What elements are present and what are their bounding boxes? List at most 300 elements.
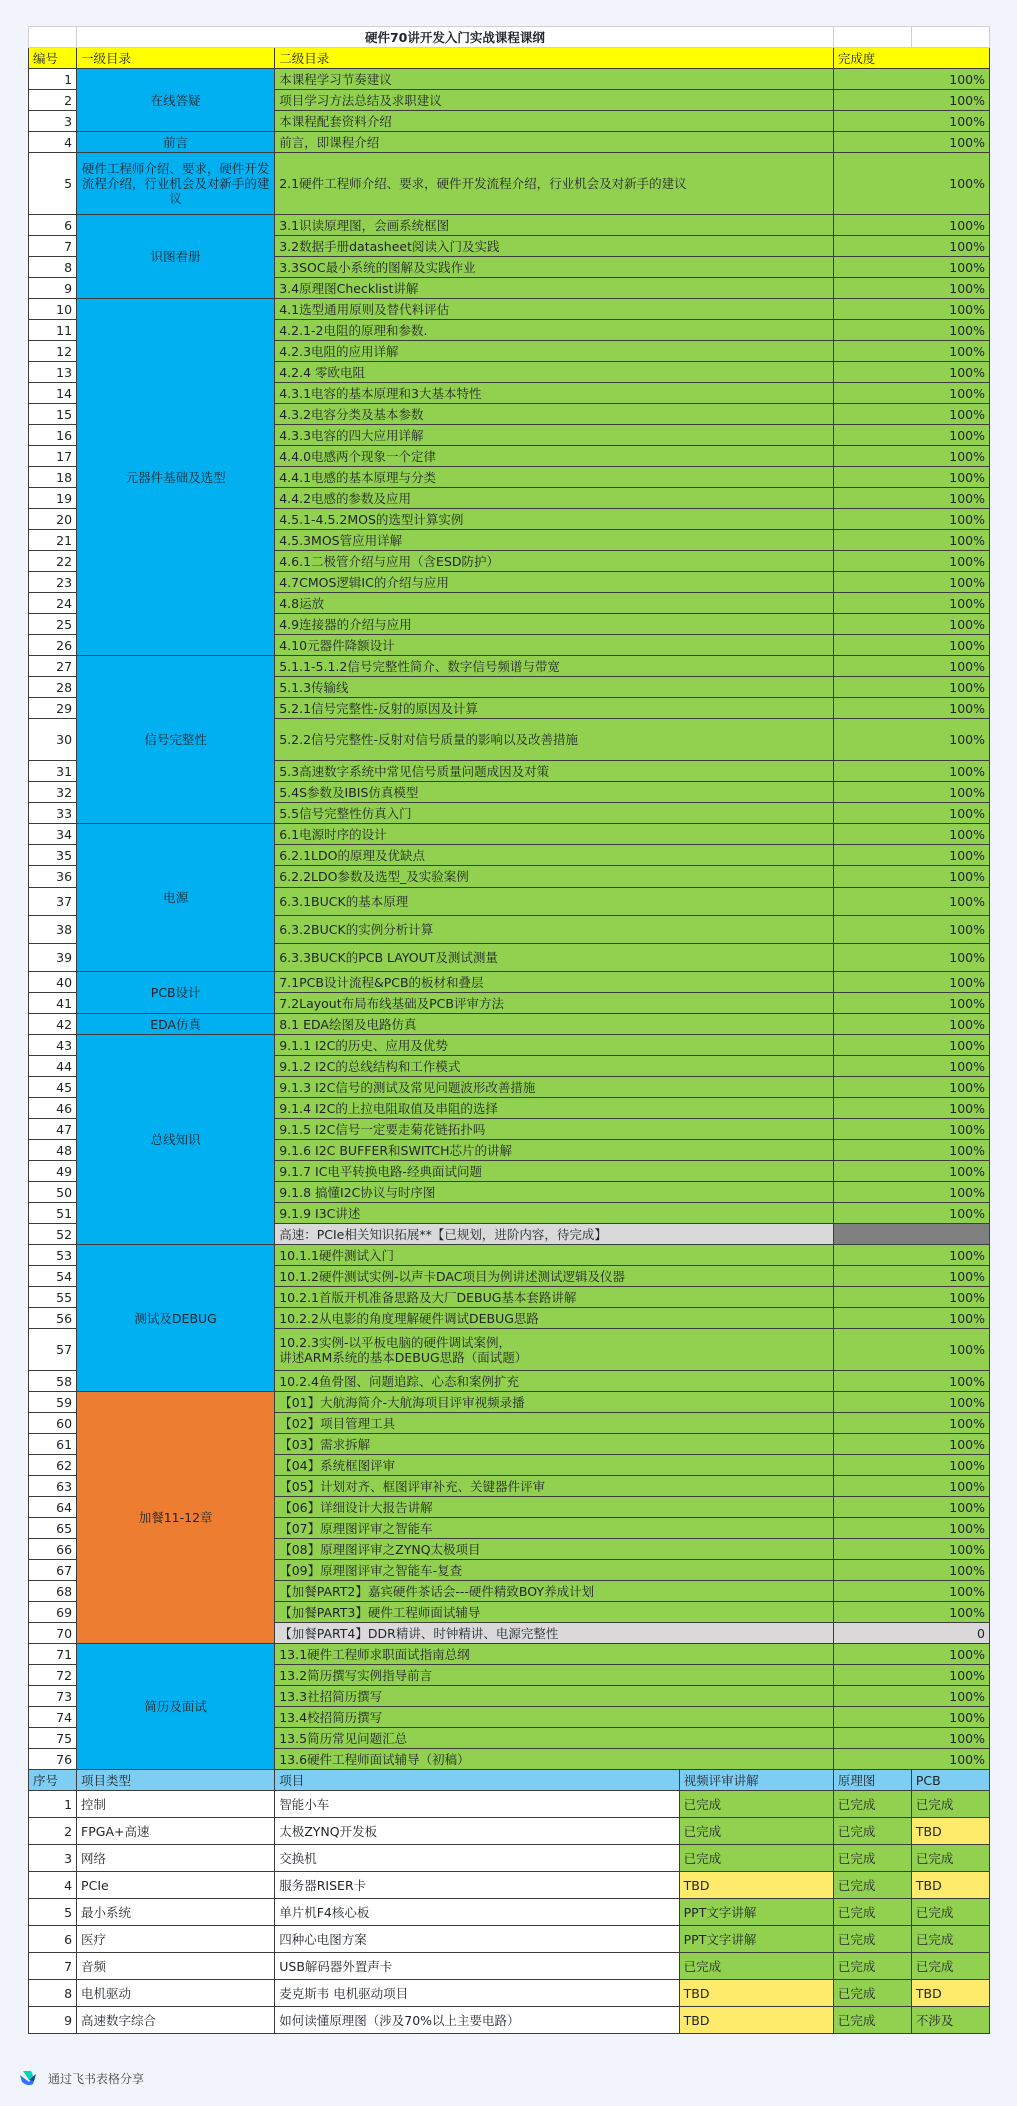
done-cell[interactable]: 100% [833, 90, 989, 111]
done-cell[interactable]: 100% [833, 614, 989, 635]
row-number[interactable]: 20 [29, 509, 77, 530]
level2-cell[interactable]: 9.1.5 I2C信号一定要走菊花链拓扑吗 [275, 1119, 834, 1140]
project-name[interactable]: 单片机F4核心板 [275, 1899, 679, 1926]
done-cell[interactable]: 100% [833, 656, 989, 677]
row-number[interactable]: 6 [29, 215, 77, 236]
row-number[interactable]: 25 [29, 614, 77, 635]
row-number[interactable]: 45 [29, 1077, 77, 1098]
done-cell[interactable]: 100% [833, 1098, 989, 1119]
row-number[interactable]: 2 [29, 90, 77, 111]
done-cell[interactable]: 100% [833, 1581, 989, 1602]
row-number[interactable]: 22 [29, 551, 77, 572]
done-cell[interactable]: 100% [833, 1140, 989, 1161]
level1-cell[interactable]: 识图看册 [77, 215, 275, 299]
level2-cell[interactable]: 3.1识读原理图，会画系统框图 [275, 215, 834, 236]
done-cell[interactable]: 100% [833, 1308, 989, 1329]
project-header-sch[interactable]: 原理图 [833, 1770, 911, 1791]
row-number[interactable]: 49 [29, 1161, 77, 1182]
row-number[interactable]: 23 [29, 572, 77, 593]
row-number[interactable]: 35 [29, 845, 77, 866]
done-cell[interactable]: 100% [833, 383, 989, 404]
done-cell[interactable]: 100% [833, 257, 989, 278]
done-cell[interactable]: 100% [833, 488, 989, 509]
level2-cell[interactable]: 4.9连接器的介绍与应用 [275, 614, 834, 635]
project-pcb-status[interactable]: 已完成 [911, 1926, 989, 1953]
row-number[interactable]: 61 [29, 1434, 77, 1455]
project-no[interactable]: 4 [29, 1872, 77, 1899]
row-number[interactable]: 32 [29, 782, 77, 803]
row-number[interactable]: 51 [29, 1203, 77, 1224]
level2-cell[interactable]: 3.3SOC最小系统的图解及实践作业 [275, 257, 834, 278]
level2-cell[interactable]: 【08】原理图评审之ZYNQ太极项目 [275, 1539, 834, 1560]
project-no[interactable]: 7 [29, 1953, 77, 1980]
project-pcb-status[interactable]: TBD [911, 1872, 989, 1899]
project-video-status[interactable]: PPT文字讲解 [679, 1926, 833, 1953]
row-number[interactable]: 38 [29, 916, 77, 944]
row-number[interactable]: 42 [29, 1014, 77, 1035]
row-number[interactable]: 43 [29, 1035, 77, 1056]
project-header-name[interactable]: 项目 [275, 1770, 679, 1791]
row-number[interactable]: 59 [29, 1392, 77, 1413]
level1-cell[interactable]: 在线答疑 [77, 69, 275, 132]
done-cell[interactable]: 100% [833, 1749, 989, 1770]
level2-cell[interactable]: 4.4.2电感的参数及应用 [275, 488, 834, 509]
done-cell[interactable]: 100% [833, 1371, 989, 1392]
project-name[interactable]: USB解码器外置声卡 [275, 1953, 679, 1980]
done-cell[interactable]: 100% [833, 132, 989, 153]
project-sch-status[interactable]: 已完成 [833, 2007, 911, 2034]
level2-cell[interactable]: 4.1选型通用原则及替代料评估 [275, 299, 834, 320]
level1-cell[interactable]: EDA仿真 [77, 1014, 275, 1035]
project-pcb-status[interactable]: 已完成 [911, 1845, 989, 1872]
row-number[interactable]: 5 [29, 153, 77, 215]
row-number[interactable]: 74 [29, 1707, 77, 1728]
header-done[interactable]: 完成度 [833, 48, 989, 69]
row-number[interactable]: 58 [29, 1371, 77, 1392]
done-cell[interactable]: 100% [833, 1518, 989, 1539]
level2-cell[interactable]: 13.5简历常见问题汇总 [275, 1728, 834, 1749]
row-number[interactable]: 4 [29, 132, 77, 153]
row-number[interactable]: 56 [29, 1308, 77, 1329]
level2-cell[interactable]: 【09】原理图评审之智能车-复查 [275, 1560, 834, 1581]
done-cell[interactable]: 100% [833, 69, 989, 90]
row-number[interactable]: 14 [29, 383, 77, 404]
row-number[interactable]: 34 [29, 824, 77, 845]
row-number[interactable]: 17 [29, 446, 77, 467]
row-number[interactable]: 12 [29, 341, 77, 362]
done-cell[interactable]: 100% [833, 572, 989, 593]
project-type[interactable]: 网络 [77, 1845, 275, 1872]
level2-cell[interactable]: 10.2.1首版开机准备思路及大厂DEBUG基本套路讲解 [275, 1287, 834, 1308]
project-header-no[interactable]: 序号 [29, 1770, 77, 1791]
level2-cell[interactable]: 13.1硬件工程师求职面试指南总纲 [275, 1644, 834, 1665]
level2-cell[interactable]: 【07】原理图评审之智能车 [275, 1518, 834, 1539]
level2-cell[interactable]: 9.1.1 I2C的历史、应用及优势 [275, 1035, 834, 1056]
project-type[interactable]: 控制 [77, 1791, 275, 1818]
level2-cell[interactable]: 【03】需求拆解 [275, 1434, 834, 1455]
project-sch-status[interactable]: 已完成 [833, 1818, 911, 1845]
level2-cell[interactable]: 4.6.1二极管介绍与应用（含ESD防护） [275, 551, 834, 572]
level2-cell[interactable]: 6.3.3BUCK的PCB LAYOUT及测试测量 [275, 944, 834, 972]
level2-cell[interactable]: 【加餐PART3】硬件工程师面试辅导 [275, 1602, 834, 1623]
level1-cell[interactable]: 简历及面试 [77, 1644, 275, 1770]
row-number[interactable]: 16 [29, 425, 77, 446]
level2-cell[interactable]: 4.10元器件降额设计 [275, 635, 834, 656]
row-number[interactable]: 75 [29, 1728, 77, 1749]
level2-cell[interactable]: 【01】大航海简介-大航海项目评审视频录播 [275, 1392, 834, 1413]
row-number[interactable]: 33 [29, 803, 77, 824]
level2-cell[interactable]: 4.3.2电容分类及基本参数 [275, 404, 834, 425]
done-cell[interactable]: 100% [833, 362, 989, 383]
row-number[interactable]: 46 [29, 1098, 77, 1119]
done-cell[interactable]: 100% [833, 1287, 989, 1308]
done-cell[interactable]: 100% [833, 1203, 989, 1224]
level2-cell[interactable]: 项目学习方法总结及求职建议 [275, 90, 834, 111]
blank-cell[interactable] [833, 27, 911, 48]
project-sch-status[interactable]: 已完成 [833, 1845, 911, 1872]
project-type[interactable]: PCIe [77, 1872, 275, 1899]
row-number[interactable]: 67 [29, 1560, 77, 1581]
row-number[interactable]: 54 [29, 1266, 77, 1287]
row-number[interactable]: 1 [29, 69, 77, 90]
project-name[interactable]: 如何读懂原理图（涉及70%以上主要电路） [275, 2007, 679, 2034]
project-no[interactable]: 6 [29, 1926, 77, 1953]
project-no[interactable]: 5 [29, 1899, 77, 1926]
row-number[interactable]: 52 [29, 1224, 77, 1245]
level2-cell[interactable]: 【04】系统框图评审 [275, 1455, 834, 1476]
done-cell[interactable]: 100% [833, 1665, 989, 1686]
project-no[interactable]: 3 [29, 1845, 77, 1872]
done-cell[interactable]: 100% [833, 215, 989, 236]
level1-cell[interactable]: 加餐11-12章 [77, 1392, 275, 1644]
level1-cell[interactable]: 测试及DEBUG [77, 1245, 275, 1392]
row-number[interactable]: 8 [29, 257, 77, 278]
done-cell[interactable]: 100% [833, 1413, 989, 1434]
level2-cell[interactable]: 13.3社招简历撰写 [275, 1686, 834, 1707]
level2-cell[interactable]: 4.3.3电容的四大应用详解 [275, 425, 834, 446]
level2-cell[interactable]: 4.3.1电容的基本原理和3大基本特性 [275, 383, 834, 404]
done-cell[interactable]: 100% [833, 1161, 989, 1182]
row-number[interactable]: 65 [29, 1518, 77, 1539]
level2-cell[interactable]: 9.1.4 I2C的上拉电阻取值及串阻的选择 [275, 1098, 834, 1119]
row-number[interactable]: 53 [29, 1245, 77, 1266]
project-video-status[interactable]: 已完成 [679, 1845, 833, 1872]
done-cell[interactable] [833, 1224, 989, 1245]
level2-cell[interactable]: 4.5.3MOS管应用详解 [275, 530, 834, 551]
done-cell[interactable]: 100% [833, 1539, 989, 1560]
row-number[interactable]: 63 [29, 1476, 77, 1497]
done-cell[interactable]: 100% [833, 551, 989, 572]
done-cell[interactable]: 100% [833, 1455, 989, 1476]
done-cell[interactable]: 100% [833, 866, 989, 888]
level2-cell[interactable]: 13.2简历撰写实例指导前言 [275, 1665, 834, 1686]
row-number[interactable]: 21 [29, 530, 77, 551]
done-cell[interactable]: 100% [833, 888, 989, 916]
row-number[interactable]: 62 [29, 1455, 77, 1476]
done-cell[interactable]: 100% [833, 153, 989, 215]
row-number[interactable]: 11 [29, 320, 77, 341]
done-cell[interactable]: 0 [833, 1623, 989, 1644]
row-number[interactable]: 68 [29, 1581, 77, 1602]
level2-cell[interactable]: 9.1.2 I2C的总线结构和工作模式 [275, 1056, 834, 1077]
project-sch-status[interactable]: 已完成 [833, 1953, 911, 1980]
done-cell[interactable]: 100% [833, 1707, 989, 1728]
project-pcb-status[interactable]: 不涉及 [911, 2007, 989, 2034]
row-number[interactable]: 66 [29, 1539, 77, 1560]
project-video-status[interactable]: PPT文字讲解 [679, 1899, 833, 1926]
level2-cell[interactable]: 【加餐PART4】DDR精讲、时钟精讲、电源完整性 [275, 1623, 834, 1644]
project-header-pcb[interactable]: PCB [911, 1770, 989, 1791]
project-type[interactable]: FPGA+高速 [77, 1818, 275, 1845]
level2-cell[interactable]: 4.8运放 [275, 593, 834, 614]
level2-cell[interactable]: 7.1PCB设计流程&PCB的板材和叠层 [275, 972, 834, 993]
done-cell[interactable]: 100% [833, 698, 989, 719]
level2-cell[interactable]: 高速：PCIe相关知识拓展**【已规划，进阶内容，待完成】 [275, 1224, 834, 1245]
level2-cell[interactable]: 3.2数据手册datasheet阅读入门及实践 [275, 236, 834, 257]
level2-cell[interactable]: 2.1硬件工程师介绍、要求，硬件开发流程介绍，行业机会及对新手的建议 [275, 153, 834, 215]
done-cell[interactable]: 100% [833, 509, 989, 530]
project-type[interactable]: 最小系统 [77, 1899, 275, 1926]
level2-cell[interactable]: 5.2.1信号完整性-反射的原因及计算 [275, 698, 834, 719]
project-sch-status[interactable]: 已完成 [833, 1872, 911, 1899]
row-number[interactable]: 69 [29, 1602, 77, 1623]
done-cell[interactable]: 100% [833, 593, 989, 614]
row-number[interactable]: 18 [29, 467, 77, 488]
done-cell[interactable]: 100% [833, 972, 989, 993]
level2-cell[interactable]: 9.1.3 I2C信号的测试及常见问题波形改善措施 [275, 1077, 834, 1098]
level2-cell[interactable]: 10.1.2硬件测试实例-以声卡DAC项目为例讲述测试逻辑及仪器 [275, 1266, 834, 1287]
level2-cell[interactable]: 9.1.7 IC电平转换电路-经典面试问题 [275, 1161, 834, 1182]
row-number[interactable]: 29 [29, 698, 77, 719]
row-number[interactable]: 47 [29, 1119, 77, 1140]
done-cell[interactable]: 100% [833, 1434, 989, 1455]
project-no[interactable]: 9 [29, 2007, 77, 2034]
done-cell[interactable]: 100% [833, 1077, 989, 1098]
done-cell[interactable]: 100% [833, 1056, 989, 1077]
row-number[interactable]: 55 [29, 1287, 77, 1308]
row-number[interactable]: 27 [29, 656, 77, 677]
level2-cell[interactable]: 6.2.1LDO的原理及优缺点 [275, 845, 834, 866]
project-type[interactable]: 电机驱动 [77, 1980, 275, 2007]
level2-cell[interactable]: 【加餐PART2】嘉宾硬件茶话会---硬件精致BOY养成计划 [275, 1581, 834, 1602]
row-number[interactable]: 40 [29, 972, 77, 993]
blank-cell[interactable] [911, 27, 989, 48]
level2-cell[interactable]: 5.1.1-5.1.2信号完整性简介、数字信号频谱与带宽 [275, 656, 834, 677]
project-no[interactable]: 1 [29, 1791, 77, 1818]
done-cell[interactable]: 100% [833, 803, 989, 824]
done-cell[interactable]: 100% [833, 1035, 989, 1056]
row-number[interactable]: 13 [29, 362, 77, 383]
done-cell[interactable]: 100% [833, 761, 989, 782]
done-cell[interactable]: 100% [833, 1602, 989, 1623]
done-cell[interactable]: 100% [833, 1728, 989, 1749]
done-cell[interactable]: 100% [833, 1644, 989, 1665]
done-cell[interactable]: 100% [833, 278, 989, 299]
row-number[interactable]: 10 [29, 299, 77, 320]
project-sch-status[interactable]: 已完成 [833, 1899, 911, 1926]
row-number[interactable]: 73 [29, 1686, 77, 1707]
level2-cell[interactable]: 6.3.2BUCK的实例分析计算 [275, 916, 834, 944]
row-number[interactable]: 39 [29, 944, 77, 972]
row-number[interactable]: 72 [29, 1665, 77, 1686]
done-cell[interactable]: 100% [833, 1392, 989, 1413]
project-video-status[interactable]: TBD [679, 1872, 833, 1899]
project-pcb-status[interactable]: 已完成 [911, 1899, 989, 1926]
sheet-title[interactable]: 硬件70讲开发入门实战课程课纲 [77, 27, 834, 48]
project-header-type[interactable]: 项目类型 [77, 1770, 275, 1791]
done-cell[interactable]: 100% [833, 1476, 989, 1497]
row-number[interactable]: 76 [29, 1749, 77, 1770]
project-type[interactable]: 音频 [77, 1953, 275, 1980]
project-type[interactable]: 医疗 [77, 1926, 275, 1953]
project-name[interactable]: 交换机 [275, 1845, 679, 1872]
done-cell[interactable]: 100% [833, 1245, 989, 1266]
project-sch-status[interactable]: 已完成 [833, 1791, 911, 1818]
row-number[interactable]: 30 [29, 719, 77, 761]
level2-cell[interactable]: 13.6硬件工程师面试辅导（初稿） [275, 1749, 834, 1770]
level1-cell[interactable]: 总线知识 [77, 1035, 275, 1245]
level2-cell[interactable]: 4.2.3电阻的应用详解 [275, 341, 834, 362]
level2-cell[interactable]: 7.2Layout布局布线基础及PCB评审方法 [275, 993, 834, 1014]
done-cell[interactable]: 100% [833, 1686, 989, 1707]
level2-cell[interactable]: 4.5.1-4.5.2MOS的选型计算实例 [275, 509, 834, 530]
row-number[interactable]: 36 [29, 866, 77, 888]
row-number[interactable]: 44 [29, 1056, 77, 1077]
level2-cell[interactable]: 【05】计划对齐、框图评审补充、关键器件评审 [275, 1476, 834, 1497]
level1-cell[interactable]: 信号完整性 [77, 656, 275, 824]
level2-cell[interactable]: 4.4.1电感的基本原理与分类 [275, 467, 834, 488]
level2-cell[interactable]: 13.4校招简历撰写 [275, 1707, 834, 1728]
row-number[interactable]: 50 [29, 1182, 77, 1203]
done-cell[interactable]: 100% [833, 1182, 989, 1203]
done-cell[interactable]: 100% [833, 404, 989, 425]
project-sch-status[interactable]: 已完成 [833, 1926, 911, 1953]
level1-cell[interactable]: 电源 [77, 824, 275, 972]
level1-cell[interactable]: PCB设计 [77, 972, 275, 1014]
row-number[interactable]: 41 [29, 993, 77, 1014]
level2-cell[interactable]: 6.1电源时序的设计 [275, 824, 834, 845]
project-name[interactable]: 智能小车 [275, 1791, 679, 1818]
level1-cell[interactable]: 前言 [77, 132, 275, 153]
level2-cell[interactable]: 4.2.1-2电阻的原理和参数. [275, 320, 834, 341]
level2-cell[interactable]: 5.3高速数字系统中常见信号质量问题成因及对策 [275, 761, 834, 782]
done-cell[interactable]: 100% [833, 425, 989, 446]
level2-cell[interactable]: 9.1.9 I3C讲述 [275, 1203, 834, 1224]
level2-cell[interactable]: 5.5信号完整性仿真入门 [275, 803, 834, 824]
level2-cell[interactable]: 10.2.3实例-以平板电脑的硬件调试案例， 讲述ARM系统的基本DEBUG思路（面试题） [275, 1329, 834, 1371]
row-number[interactable]: 70 [29, 1623, 77, 1644]
project-no[interactable]: 8 [29, 1980, 77, 2007]
header-level1[interactable]: 一级目录 [77, 48, 275, 69]
done-cell[interactable]: 100% [833, 111, 989, 132]
project-name[interactable]: 太极ZYNQ开发板 [275, 1818, 679, 1845]
row-number[interactable]: 28 [29, 677, 77, 698]
row-number[interactable]: 31 [29, 761, 77, 782]
done-cell[interactable]: 100% [833, 341, 989, 362]
done-cell[interactable]: 100% [833, 1560, 989, 1581]
project-video-status[interactable]: 已完成 [679, 1953, 833, 1980]
level2-cell[interactable]: 【02】项目管理工具 [275, 1413, 834, 1434]
project-name[interactable]: 麦克斯韦 电机驱动项目 [275, 1980, 679, 2007]
level2-cell[interactable]: 6.3.1BUCK的基本原理 [275, 888, 834, 916]
row-number[interactable]: 57 [29, 1329, 77, 1371]
done-cell[interactable]: 100% [833, 944, 989, 972]
project-name[interactable]: 服务器RISER卡 [275, 1872, 679, 1899]
level2-cell[interactable]: 本课程学习节奏建议 [275, 69, 834, 90]
level2-cell[interactable]: 本课程配套资料介绍 [275, 111, 834, 132]
level2-cell[interactable]: 5.2.2信号完整性-反射对信号质量的影响以及改善措施 [275, 719, 834, 761]
done-cell[interactable]: 100% [833, 467, 989, 488]
row-number[interactable]: 60 [29, 1413, 77, 1434]
done-cell[interactable]: 100% [833, 1329, 989, 1371]
project-type[interactable]: 高速数字综合 [77, 2007, 275, 2034]
level2-cell[interactable]: 8.1 EDA绘图及电路仿真 [275, 1014, 834, 1035]
project-pcb-status[interactable]: 已完成 [911, 1791, 989, 1818]
level1-cell[interactable]: 元器件基础及选型 [77, 299, 275, 656]
level2-cell[interactable]: 3.4原理图Checklist讲解 [275, 278, 834, 299]
project-header-video[interactable]: 视频评审讲解 [679, 1770, 833, 1791]
project-video-status[interactable]: 已完成 [679, 1818, 833, 1845]
done-cell[interactable]: 100% [833, 1014, 989, 1035]
level2-cell[interactable]: 4.4.0电感两个现象一个定律 [275, 446, 834, 467]
done-cell[interactable]: 100% [833, 1119, 989, 1140]
project-pcb-status[interactable]: TBD [911, 1818, 989, 1845]
level2-cell[interactable]: 9.1.8 搞懂I2C协议与时序图 [275, 1182, 834, 1203]
done-cell[interactable]: 100% [833, 719, 989, 761]
row-number[interactable]: 9 [29, 278, 77, 299]
done-cell[interactable]: 100% [833, 993, 989, 1014]
level2-cell[interactable]: 10.2.2从电影的角度理解硬件调试DEBUG思路 [275, 1308, 834, 1329]
project-pcb-status[interactable]: TBD [911, 1980, 989, 2007]
done-cell[interactable]: 100% [833, 916, 989, 944]
level2-cell[interactable]: 4.7CMOS逻辑IC的介绍与应用 [275, 572, 834, 593]
done-cell[interactable]: 100% [833, 635, 989, 656]
level2-cell[interactable]: 5.1.3传输线 [275, 677, 834, 698]
done-cell[interactable]: 100% [833, 320, 989, 341]
row-number[interactable]: 48 [29, 1140, 77, 1161]
row-number[interactable]: 71 [29, 1644, 77, 1665]
done-cell[interactable]: 100% [833, 1266, 989, 1287]
done-cell[interactable]: 100% [833, 446, 989, 467]
level2-cell[interactable]: 6.2.2LDO参数及选型_及实验案例 [275, 866, 834, 888]
row-number[interactable]: 26 [29, 635, 77, 656]
done-cell[interactable]: 100% [833, 677, 989, 698]
project-sch-status[interactable]: 已完成 [833, 1980, 911, 2007]
project-pcb-status[interactable]: 已完成 [911, 1953, 989, 1980]
project-name[interactable]: 四种心电图方案 [275, 1926, 679, 1953]
level2-cell[interactable]: 【06】详细设计大报告讲解 [275, 1497, 834, 1518]
project-video-status[interactable]: 已完成 [679, 1791, 833, 1818]
done-cell[interactable]: 100% [833, 530, 989, 551]
done-cell[interactable]: 100% [833, 782, 989, 803]
done-cell[interactable]: 100% [833, 299, 989, 320]
level1-cell[interactable]: 硬件工程师介绍、要求，硬件开发流程介绍，行业机会及对新手的建议 [77, 153, 275, 215]
header-no[interactable]: 编号 [29, 48, 77, 69]
level2-cell[interactable]: 前言，即课程介绍 [275, 132, 834, 153]
done-cell[interactable]: 100% [833, 845, 989, 866]
row-number[interactable]: 7 [29, 236, 77, 257]
done-cell[interactable]: 100% [833, 236, 989, 257]
done-cell[interactable]: 100% [833, 1497, 989, 1518]
row-number[interactable]: 24 [29, 593, 77, 614]
project-video-status[interactable]: TBD [679, 2007, 833, 2034]
row-number[interactable]: 15 [29, 404, 77, 425]
done-cell[interactable]: 100% [833, 824, 989, 845]
blank-cell[interactable] [29, 27, 77, 48]
row-number[interactable]: 64 [29, 1497, 77, 1518]
project-video-status[interactable]: TBD [679, 1980, 833, 2007]
level2-cell[interactable]: 5.4S参数及IBIS仿真模型 [275, 782, 834, 803]
